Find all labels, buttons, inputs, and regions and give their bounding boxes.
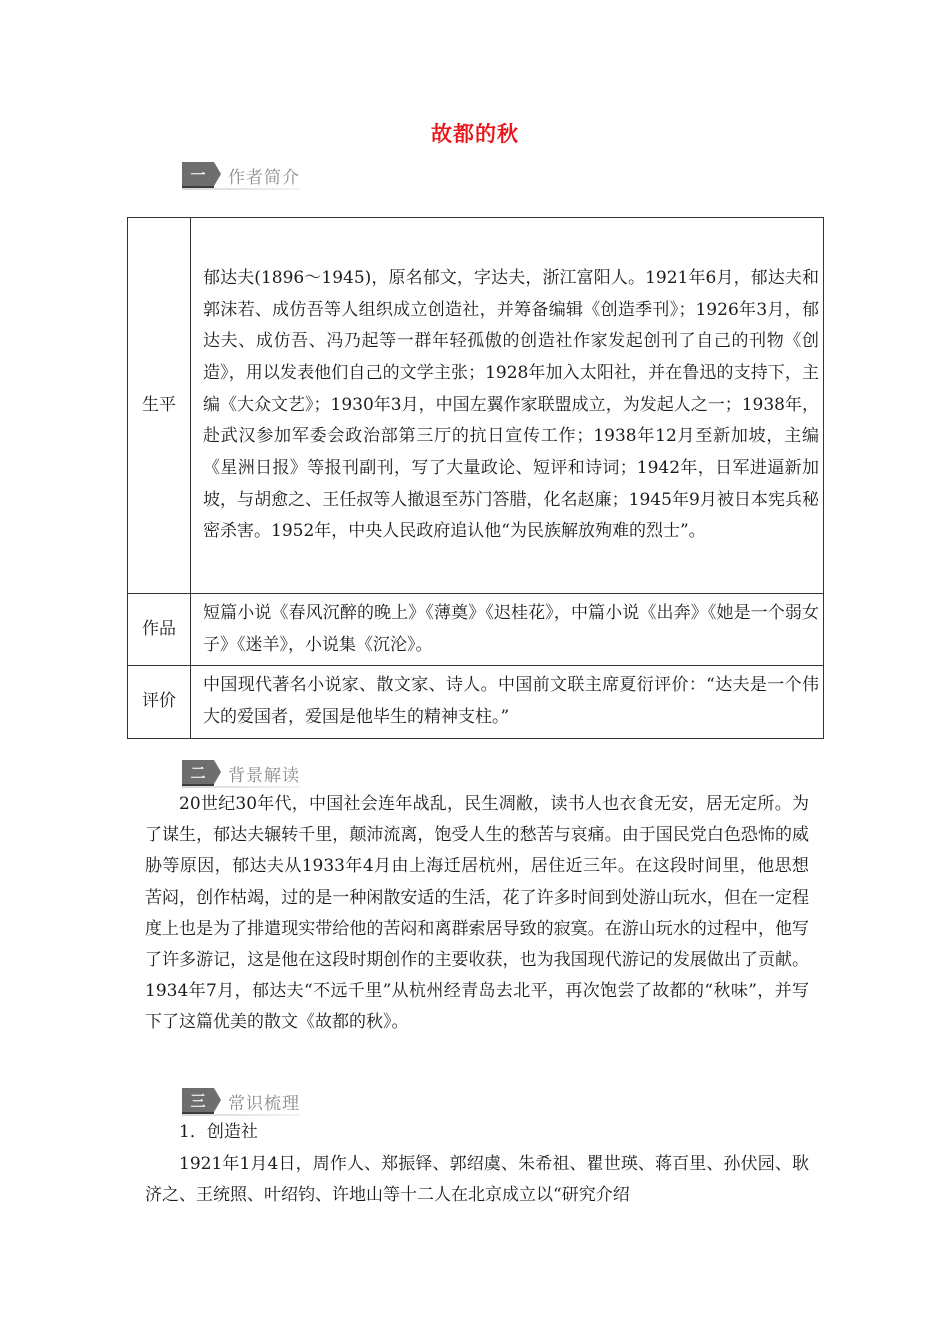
section-title: 背景解读	[228, 765, 300, 786]
table-row-works	[128, 594, 824, 666]
table-row-evaluation	[128, 666, 824, 738]
section-underline	[182, 1114, 300, 1116]
row-text-life: 郁达夫(1896～1945)，原名郁文，字达夫，浙江富阳人。1921年6月，郁达夫和郭沫若、成仿吾等人组织成立创造社，并筹备编辑《创造季刊》；1926年3月，郁达夫、成仿吾、冯乃起等一群年轻孤傲的创造社作家发起创刊了自己的刊物《创造》，用以发表他们自己的文学主张；1928年加入太阳社，并在鲁迅的支持下，主编《大众文艺》；1930年3月，中国左翼作家联盟成立，为发起人之一；1938年，赴武汉参加军委会政治部第三厅的抗日宣传工作；1938年12月至新加坡，主编《星洲日报》等报刊副刊，写了大量政论、短评和诗词；1942年，日军进逼新加坡，与胡愈之、王任叔等人撤退至苏门答腊，化名赵廉；1945年9月被日本宪兵秘密杀害。1952年，中央人民政府追认他“为民族解放殉难的烈士”。	[191, 218, 824, 594]
section-heading-knowledge	[182, 1086, 300, 1116]
section-underline	[182, 786, 300, 788]
section-heading-background	[182, 758, 300, 788]
section-number: 二	[190, 763, 206, 782]
section-title: 常识梳理	[228, 1093, 300, 1114]
table-row-life	[128, 218, 824, 594]
section-title: 作者简介	[228, 167, 300, 188]
row-text-works: 短篇小说《春风沉醉的晚上》《薄奠》《迟桂花》，中篇小说《出奔》《她是一个弱女子》《迷羊》，小说集《沉沦》。	[191, 594, 824, 666]
row-label-works: 作品	[128, 594, 191, 666]
knowledge-item-heading: 1．创造社	[179, 1122, 258, 1142]
row-label-evaluation: 评价	[128, 666, 191, 738]
section-heading-author	[182, 160, 300, 190]
section-number: 一	[190, 165, 206, 184]
author-info-table	[127, 217, 824, 739]
background-paragraph: 20世纪30年代，中国社会连年战乱，民生凋敝，读书人也衣食无安，居无定所。为了谋生，郁达夫辗转千里，颠沛流离，饱受人生的愁苦与哀痛。由于国民党白色恐怖的威胁等原因，郁达夫从1933年4月由上海迁居杭州，居住近三年。在这段时间里，他思想苦闷，创作枯竭，过的是一种闲散安适的生活，花了许多时间到处游山玩水，但在一定程度上也是为了排遣现实带给他的苦闷和离群索居导致的寂寞。在游山玩水的过程中，他写了许多游记，这是他在这段时期创作的主要收获，也为我国现代游记的发展做出了贡献。1934年7月，郁达夫“不远千里”从杭州经青岛去北平，再次饱尝了故都的“秋味”，并写下了这篇优美的散文《故都的秋》。	[145, 794, 809, 1033]
page-title: 故都的秋	[431, 121, 519, 146]
row-text-evaluation: 中国现代著名小说家、散文家、诗人。中国前文联主席夏衍评价：“达夫是一个伟大的爱国者，爱国是他毕生的精神支柱。”	[191, 666, 824, 738]
row-label-life: 生平	[128, 218, 191, 594]
section-number-badge	[182, 760, 214, 786]
knowledge-item-text: 1921年1月4日，周作人、郑振铎、郭绍虞、朱希祖、瞿世瑛、蒋百里、孙伏园、耿济之、王统照、叶绍钧、许地山等十二人在北京成立以“研究介绍	[145, 1154, 809, 1206]
section-number-badge	[182, 162, 214, 188]
section-number: 三	[190, 1091, 206, 1110]
section-number-badge	[182, 1088, 214, 1114]
section-underline	[182, 188, 300, 190]
